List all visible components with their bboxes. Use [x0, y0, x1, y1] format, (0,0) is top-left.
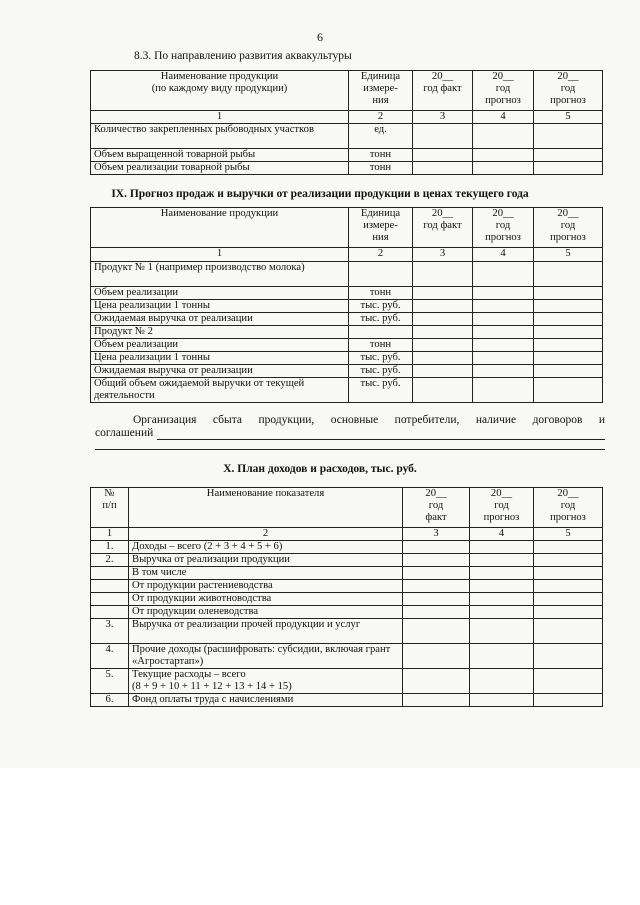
row-unit: тонн: [349, 339, 413, 352]
value-cell-fact: [413, 124, 473, 149]
value-cell-forecast: [473, 262, 534, 287]
header-unit: Единица измере- ния: [349, 71, 413, 111]
value-cell-forecast: [534, 378, 603, 403]
row-number: [91, 580, 129, 593]
column-number: 2: [129, 528, 403, 541]
value-cell-fact: [403, 694, 470, 707]
agreements-label: соглашений: [95, 427, 154, 439]
row-number: 2.: [91, 554, 129, 567]
column-number: 1: [91, 528, 129, 541]
value-cell-fact: [403, 554, 470, 567]
value-cell-forecast: [534, 694, 603, 707]
table-row: [91, 149, 603, 162]
value-cell-fact: [413, 365, 473, 378]
value-cell-fact: [403, 606, 470, 619]
row-name: Продукт № 1 (например производство молока): [91, 262, 349, 287]
value-cell-fact: [403, 619, 470, 644]
prompt-word: продукции,: [258, 414, 315, 426]
value-cell-forecast: [534, 644, 603, 669]
header-year-fact: 20__ год факт: [413, 208, 473, 248]
value-cell-forecast: [470, 606, 534, 619]
value-cell-forecast: [534, 124, 603, 149]
row-name: Выручка от реализации прочей продукции и услуг: [129, 619, 403, 644]
value-cell-forecast: [534, 365, 603, 378]
header-unit: Единица измере- ния: [349, 208, 413, 248]
row-name: Количество закрепленных рыбоводных участков: [91, 124, 349, 149]
table-row: [91, 644, 603, 669]
row-name: Объем реализации: [91, 339, 349, 352]
table-row: [91, 287, 603, 300]
row-name: Прочие доходы (расшифровать: субсидии, включая грант «Агростартап»): [129, 644, 403, 669]
column-number: 1: [91, 111, 349, 124]
value-cell-forecast: [534, 580, 603, 593]
row-number: 1.: [91, 541, 129, 554]
prompt-word: основные: [330, 414, 379, 426]
row-unit: [349, 262, 413, 287]
header-year-forecast: 20__ год прогноз: [534, 488, 603, 528]
column-number: 1: [91, 248, 349, 262]
row-name: Объем реализации товарной рыбы: [91, 162, 349, 175]
value-cell-fact: [413, 313, 473, 326]
column-number: 3: [413, 111, 473, 124]
prompt-word: сбыта: [212, 414, 242, 426]
value-cell-forecast: [470, 567, 534, 580]
value-cell-forecast: [534, 593, 603, 606]
sales-organization-field: [95, 414, 605, 440]
row-name: От продукции растениеводства: [129, 580, 403, 593]
table-row: [91, 326, 603, 339]
value-cell-forecast: [470, 619, 534, 644]
value-cell-fact: [403, 644, 470, 669]
section-10-title: X. План доходов и расходов, тыс. руб.: [223, 463, 417, 475]
table-row: [91, 554, 603, 567]
value-cell-forecast: [473, 124, 534, 149]
column-number: 2: [349, 248, 413, 262]
table-row: [91, 619, 603, 644]
row-unit: [349, 326, 413, 339]
section-8-3-title: 8.3. По направлению развития аквакультуры: [134, 50, 352, 62]
value-cell-forecast: [470, 669, 534, 694]
value-cell-forecast: [473, 339, 534, 352]
row-name: Цена реализации 1 тонны: [91, 300, 349, 313]
row-unit: тонн: [349, 287, 413, 300]
row-name: Выручка от реализации продукции: [129, 554, 403, 567]
value-cell-forecast: [534, 162, 603, 175]
row-name: От продукции животноводства: [129, 593, 403, 606]
header-year-forecast: 20__ год прогноз: [534, 208, 603, 248]
table-row: [91, 365, 603, 378]
prompt-word: и: [598, 414, 605, 426]
value-cell-forecast: [470, 580, 534, 593]
table-row: [91, 567, 603, 580]
value-cell-fact: [403, 567, 470, 580]
agreements-blank-line: [157, 428, 605, 440]
column-number: 5: [534, 248, 603, 262]
value-cell-forecast: [470, 694, 534, 707]
header-name: Наименование продукции (по каждому виду продукции): [91, 71, 349, 111]
row-name: Общий объем ожидаемой выручки от текущей деятельности: [91, 378, 349, 403]
row-unit: ед.: [349, 124, 413, 149]
column-number: 2: [349, 111, 413, 124]
row-unit: тыс. руб.: [349, 352, 413, 365]
value-cell-fact: [413, 287, 473, 300]
table-row: [91, 339, 603, 352]
row-name: Ожидаемая выручка от реализации: [91, 365, 349, 378]
row-name: Ожидаемая выручка от реализации: [91, 313, 349, 326]
column-number-row: [91, 111, 603, 124]
value-cell-forecast: [534, 352, 603, 365]
value-cell-forecast: [470, 644, 534, 669]
header-year-fact: 20__ год факт: [403, 488, 470, 528]
value-cell-fact: [413, 339, 473, 352]
value-cell-forecast: [473, 378, 534, 403]
value-cell-forecast: [473, 365, 534, 378]
header-row: [91, 488, 603, 528]
column-number: 4: [473, 111, 534, 124]
column-number: 4: [473, 248, 534, 262]
row-number: 4.: [91, 644, 129, 669]
row-number: [91, 567, 129, 580]
income-expense-table: [90, 487, 603, 707]
table-row: [91, 378, 603, 403]
column-number: 5: [534, 111, 603, 124]
row-number: [91, 593, 129, 606]
value-cell-fact: [403, 669, 470, 694]
prompt-word: потребители,: [394, 414, 460, 426]
value-cell-forecast: [534, 313, 603, 326]
value-cell-forecast: [473, 149, 534, 162]
table-row: [91, 541, 603, 554]
value-cell-forecast: [473, 287, 534, 300]
prompt-word: Организация: [133, 414, 197, 426]
value-cell-fact: [413, 262, 473, 287]
agreements-blank-line-2: [95, 449, 605, 450]
row-number: 6.: [91, 694, 129, 707]
row-name: Объем выращенной товарной рыбы: [91, 149, 349, 162]
value-cell-fact: [403, 580, 470, 593]
value-cell-forecast: [534, 287, 603, 300]
value-cell-fact: [413, 352, 473, 365]
row-number: [91, 606, 129, 619]
value-cell-forecast: [534, 262, 603, 287]
value-cell-forecast: [534, 149, 603, 162]
value-cell-fact: [413, 149, 473, 162]
value-cell-forecast: [473, 162, 534, 175]
value-cell-forecast: [534, 339, 603, 352]
row-unit: тонн: [349, 162, 413, 175]
value-cell-fact: [403, 541, 470, 554]
column-number-row: [91, 248, 603, 262]
sales-organization-prompt: [95, 414, 605, 427]
value-cell-forecast: [534, 300, 603, 313]
header-name: Наименование показателя: [129, 488, 403, 528]
header-row: [91, 208, 603, 248]
value-cell-forecast: [473, 326, 534, 339]
value-cell-forecast: [470, 554, 534, 567]
header-year-forecast: 20__ год прогноз: [473, 71, 534, 111]
column-number: 4: [470, 528, 534, 541]
header-year-forecast: 20__ год прогноз: [470, 488, 534, 528]
column-number: 5: [534, 528, 603, 541]
table-row: [91, 606, 603, 619]
table-row: [91, 313, 603, 326]
value-cell-forecast: [470, 593, 534, 606]
table-row: [91, 593, 603, 606]
header-row: [91, 71, 603, 111]
row-name: От продукции оленеводства: [129, 606, 403, 619]
table-row: [91, 300, 603, 313]
row-name: Цена реализации 1 тонны: [91, 352, 349, 365]
value-cell-forecast: [534, 567, 603, 580]
page-margin: [0, 768, 640, 905]
value-cell-forecast: [534, 669, 603, 694]
row-unit: тыс. руб.: [349, 313, 413, 326]
column-number-row: [91, 528, 603, 541]
section-9-title: IX. Прогноз продаж и выручки от реализации продукции в ценах текущего года: [111, 188, 529, 200]
row-name: Продукт № 2: [91, 326, 349, 339]
value-cell-forecast: [534, 326, 603, 339]
value-cell-forecast: [473, 300, 534, 313]
row-number: 5.: [91, 669, 129, 694]
header-year-fact: 20__ год факт: [413, 71, 473, 111]
table-row: [91, 124, 603, 149]
value-cell-forecast: [534, 606, 603, 619]
row-name: В том числе: [129, 567, 403, 580]
row-unit: тыс. руб.: [349, 365, 413, 378]
header-year-forecast: 20__ год прогноз: [534, 71, 603, 111]
value-cell-fact: [413, 162, 473, 175]
value-cell-fact: [413, 378, 473, 403]
sales-forecast-table: [90, 207, 603, 403]
table-row: [91, 352, 603, 365]
table-row: [91, 669, 603, 694]
column-number: 3: [403, 528, 470, 541]
row-unit: тыс. руб.: [349, 300, 413, 313]
value-cell-forecast: [534, 619, 603, 644]
value-cell-forecast: [534, 541, 603, 554]
value-cell-fact: [413, 300, 473, 313]
table-row: [91, 162, 603, 175]
table-row: [91, 580, 603, 593]
header-number: № п/п: [91, 488, 129, 528]
row-name: Объем реализации: [91, 287, 349, 300]
value-cell-forecast: [473, 313, 534, 326]
header-name: Наименование продукции: [91, 208, 349, 248]
header-year-forecast: 20__ год прогноз: [473, 208, 534, 248]
row-name: Фонд оплаты труда с начислениями: [129, 694, 403, 707]
prompt-word: наличие: [475, 414, 517, 426]
page-number: 6: [317, 30, 323, 44]
row-number: 3.: [91, 619, 129, 644]
row-unit: тонн: [349, 149, 413, 162]
table-row: [91, 262, 603, 287]
column-number: 3: [413, 248, 473, 262]
row-name: Текущие расходы – всего (8 + 9 + 10 + 11 + 12 + 13 + 14 + 15): [129, 669, 403, 694]
value-cell-forecast: [473, 352, 534, 365]
value-cell-fact: [403, 593, 470, 606]
row-name: Доходы – всего (2 + 3 + 4 + 5 + 6): [129, 541, 403, 554]
value-cell-forecast: [534, 554, 603, 567]
aquaculture-table: [90, 70, 603, 175]
prompt-word: договоров: [532, 414, 583, 426]
value-cell-fact: [413, 326, 473, 339]
value-cell-forecast: [470, 541, 534, 554]
table-row: [91, 694, 603, 707]
row-unit: тыс. руб.: [349, 378, 413, 403]
